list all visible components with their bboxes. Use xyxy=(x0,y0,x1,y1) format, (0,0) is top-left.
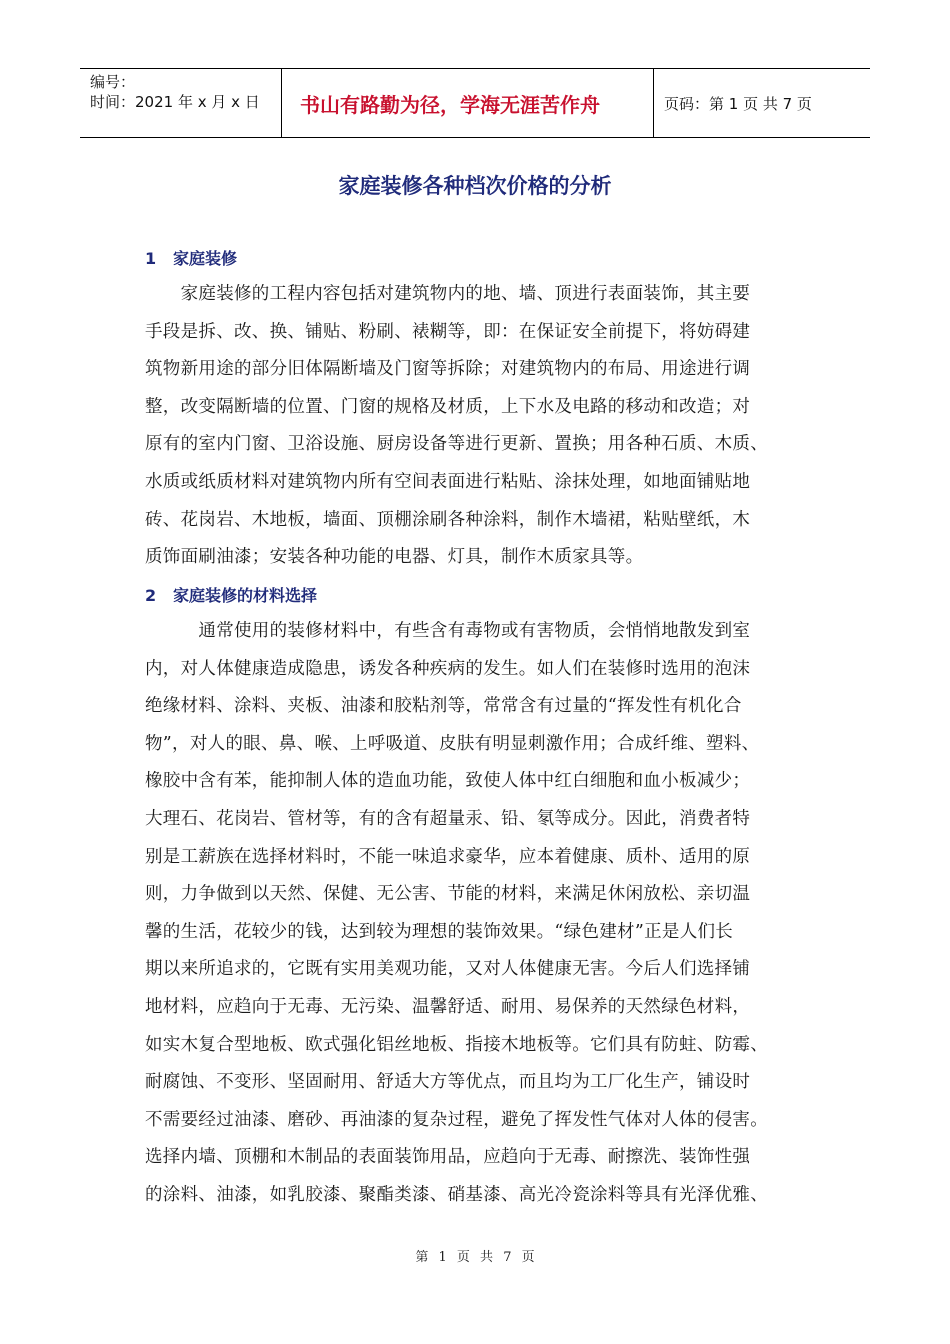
paragraph-line: 的涂料、油漆，如乳胶漆、聚酯类漆、硝基漆、高光冷瓷涂料等具有光泽优雅、 xyxy=(145,1184,768,1205)
section-heading-2 xyxy=(145,583,317,606)
page-footer: 第 1 页 共 7 页 xyxy=(415,1250,535,1265)
paragraph-line: 整，改变隔断墙的位置、门窗的规格及材质，上下水及电路的移动和改造；对 xyxy=(145,396,751,417)
paragraph-line: 期以来所追求的，它既有实用美观功能，又对人体健康无害。今后人们选择铺 xyxy=(145,959,751,980)
paragraph-line: 馨的生活，花较少的钱，达到较为理想的装饰效果。“绿色建材”正是人们长 xyxy=(145,921,734,942)
paragraph-line: 原有的室内门窗、卫浴设施、厨房设备等进行更新、置换；用各种石质、木质、 xyxy=(145,434,768,455)
date-label: 时间：2021 年 x 月 x 日 xyxy=(90,93,260,111)
header-meta-cell xyxy=(80,69,282,137)
paragraph-line: 大理石、花岗岩、管材等，有的含有超量汞、铅、氡等成分。因此，消费者特 xyxy=(145,808,751,829)
paragraph-line: 耐腐蚀、不变形、坚固耐用、舒适大方等优点，而且均为工厂化生产，铺设时 xyxy=(145,1072,751,1093)
header-page-cell xyxy=(654,69,870,137)
header-motto-cell xyxy=(282,69,654,137)
paragraph-line: 如实木复合型地板、欧式强化铝丝地板、指接木地板等。它们具有防蛀、防霉、 xyxy=(145,1034,768,1055)
paragraph-line: 物”，对人的眼、鼻、喉、上呼吸道、皮肤有明显刺激作用；合成纤维、塑料、 xyxy=(145,733,760,754)
paragraph-line: 别是工薪族在选择材料时，不能一味追求豪华，应本着健康、质朴、适用的原 xyxy=(145,846,751,867)
section-heading-1 xyxy=(145,246,237,269)
paragraph-line: 橡胶中含有苯，能抑制人体的造血功能，致使人体中红白细胞和血小板减少； xyxy=(145,771,751,792)
paragraph-line: 绝缘材料、涂料、夹板、油漆和胶粘剂等，常常含有过量的“挥发性有机化合 xyxy=(145,696,742,717)
paragraph-line: 地材料，应趋向于无毒、无污染、温馨舒适、耐用、易保养的天然绿色材料， xyxy=(145,996,751,1017)
section-title: 家庭装修 xyxy=(173,249,238,268)
paragraph-line: 家庭装修的工程内容包括对建筑物内的地、墙、顶进行表面装饰，其主要 xyxy=(145,284,751,304)
paragraph-line: 水质或纸质材料对建筑物内所有空间表面进行粘贴、涂抹处理，如地面铺贴地 xyxy=(145,471,751,492)
document-title: 家庭装修各种档次价格的分析 xyxy=(338,174,612,198)
section-number: 2 xyxy=(145,586,157,605)
paragraph-line: 通常使用的装修材料中，有些含有毒物或有害物质，会悄悄地散发到室 xyxy=(145,621,751,641)
paragraph-line: 内，对人体健康造成隐患，诱发各种疾病的发生。如人们在装修时选用的泡沫 xyxy=(145,658,751,679)
number-label: 编号： xyxy=(90,73,136,91)
motto-text: 书山有路勤为径，学海无涯苦作舟 xyxy=(300,92,600,117)
paragraph-line: 选择内墙、顶棚和木制品的表面装饰用品，应趋向于无毒、耐擦洗、装饰性强 xyxy=(145,1147,751,1168)
paragraph-line: 不需要经过油漆、磨砂、再油漆的复杂过程，避免了挥发性气体对人体的侵害。 xyxy=(145,1109,768,1130)
section-title: 家庭装修的材料选择 xyxy=(173,586,318,605)
section-1-paragraph xyxy=(145,276,810,577)
paragraph-line: 筑物新用途的部分旧体隔断墙及门窗等拆除；对建筑物内的布局、用途进行调 xyxy=(145,359,751,380)
page-info: 页码：第 1 页 共 7 页 xyxy=(664,94,812,113)
paragraph-line: 则，力争做到以天然、保健、无公害、节能的材料，来满足休闲放松、亲切温 xyxy=(145,884,751,905)
document-header-table xyxy=(80,68,870,138)
section-2-paragraph xyxy=(145,613,810,1215)
paragraph-line: 砖、花岗岩、木地板，墙面、顶棚涂刷各种涂料，制作木墙裙，粘贴壁纸，木 xyxy=(145,509,751,530)
paragraph-line: 手段是拆、改、换、铺贴、粉刷、裱糊等，即：在保证安全前提下，将妨碍建 xyxy=(145,321,751,342)
section-number: 1 xyxy=(145,249,157,268)
paragraph-line: 质饰面刷油漆；安装各种功能的电器、灯具，制作木质家具等。 xyxy=(145,547,644,568)
